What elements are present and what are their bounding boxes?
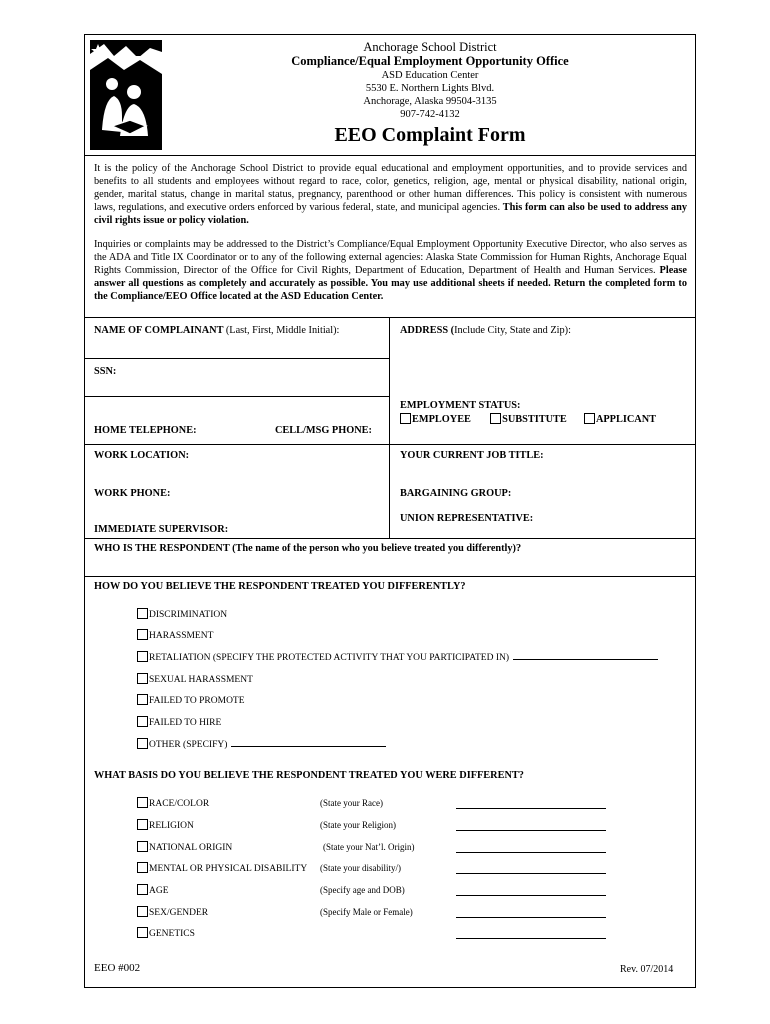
checkbox-icon (137, 716, 148, 727)
checkbox-icon (137, 629, 148, 640)
specify-blank[interactable] (513, 659, 658, 660)
form-title: EEO Complaint Form (334, 124, 526, 146)
basis-option-hint: (Specify Male or Female) (320, 907, 413, 917)
checkbox-icon (137, 608, 148, 619)
divider (84, 444, 696, 445)
basis-option[interactable] (137, 797, 209, 809)
treatment-option[interactable] (137, 673, 253, 685)
treatment-option-label: RETALIATION (SPECIFY THE PROTECTED ACTIVITY THAT YOU PARTICIPATED IN) (149, 653, 510, 663)
policy-text: It is the policy of the Anchorage School District to provide equal educational and employment opportunities, and to provide services and benefits to all students and employees without regard to race, color, genetics, religion, age, mental or physical disability, national origin, gender, marital status, change in marital status, pregnancy, parenthood or other human differences. This policy is consistent with numerous laws, regulations, and executive orders enforced by various federal, state, and municipal agencies. (94, 163, 687, 213)
divider (84, 396, 389, 397)
city-address: Anchorage, Alaska 99504-3135 (363, 96, 497, 107)
treatment-option[interactable] (137, 694, 245, 706)
checkbox-icon (137, 906, 148, 917)
status-applicant-label: APPLICANT (595, 414, 657, 425)
policy-bold-text: This form can also be used to address any civil rights issue or policy violation. (94, 202, 688, 226)
inquiries-bold-text: Please answer all questions as completely and accurately as possible. You may use additional sheets if needed. Return the completed form to the Compliance/EEO Office located at the ASD Education Center. (94, 265, 687, 302)
treatment-option-label: DISCRIMINATION (149, 610, 228, 620)
checkbox-icon (137, 927, 148, 938)
basis-option[interactable] (137, 819, 194, 831)
checkbox-icon (137, 819, 148, 830)
status-applicant-checkbox[interactable] (584, 414, 656, 425)
checkbox-icon (137, 797, 148, 808)
status-employee-label: EMPLOYEE (412, 414, 471, 425)
address-label: ADDRESS ( (400, 325, 455, 336)
basis-answer-blank[interactable] (456, 830, 606, 831)
checkbox-icon (584, 413, 595, 424)
checkbox-icon (137, 694, 148, 705)
treatment-option-label: SEXUAL HARASSMENT (149, 675, 253, 685)
work-location-field[interactable]: WORK LOCATION: (94, 450, 190, 461)
basis-option-label: AGE (149, 886, 169, 896)
basis-option-label: MENTAL OR PHYSICAL DISABILITY (149, 864, 308, 874)
basis-answer-blank[interactable] (456, 938, 606, 939)
policy-paragraph (94, 162, 687, 227)
ssn-field[interactable]: SSN: (94, 366, 117, 377)
name-label: NAME OF COMPLAINANT (94, 325, 224, 336)
basis-option[interactable] (137, 906, 208, 918)
basis-option-hint: (State your disability/) (320, 863, 401, 873)
status-substitute-checkbox[interactable] (490, 414, 567, 425)
basis-option-hint: (Specify age and DOB) (320, 885, 405, 895)
status-employee-checkbox[interactable] (400, 414, 471, 425)
basis-answer-blank[interactable] (456, 808, 606, 809)
divider (84, 155, 696, 156)
basis-option-hint: (State your Race) (320, 798, 383, 808)
form-number: EEO #002 (94, 962, 141, 974)
basis-option-label: RELIGION (149, 821, 194, 831)
treatment-question: HOW DO YOU BELIEVE THE RESPONDENT TREATED YOU DIFFERENTLY? (94, 581, 466, 592)
union-representative-field[interactable]: UNION REPRESENTATIVE: (400, 513, 534, 524)
checkbox-icon (137, 673, 148, 684)
revision-date: Rev. 07/2014 (620, 964, 674, 975)
employment-status-label: EMPLOYMENT STATUS: (400, 400, 521, 411)
street-address: 5530 E. Northern Lights Blvd. (365, 83, 495, 94)
checkbox-icon (137, 651, 148, 662)
basis-option[interactable] (137, 862, 307, 874)
treatment-option-label: OTHER (SPECIFY) (149, 740, 228, 750)
treatment-option[interactable] (137, 629, 213, 641)
specify-blank[interactable] (231, 746, 386, 747)
status-substitute-label: SUBSTITUTE (502, 414, 567, 425)
basis-answer-blank[interactable] (456, 873, 606, 874)
column-divider (389, 317, 390, 444)
basis-option-label: NATIONAL ORIGIN (149, 843, 233, 853)
respondent-field[interactable]: WHO IS THE RESPONDENT (The name of the person who you believe treated you differently)? (94, 543, 522, 554)
checkbox-icon (137, 841, 148, 852)
divider (84, 538, 696, 539)
basis-option-hint: (State your Nat’l. Origin) (323, 842, 415, 852)
employment-status-options (400, 413, 656, 425)
treatment-option[interactable] (137, 608, 227, 620)
home-telephone-field[interactable]: HOME TELEPHONE: (94, 425, 197, 436)
treatment-option[interactable] (137, 651, 658, 663)
treatment-option-label: FAILED TO PROMOTE (149, 696, 245, 706)
district-logo-icon (90, 40, 162, 150)
bargaining-group-field[interactable]: BARGAINING GROUP: (400, 488, 512, 499)
basis-option-label: RACE/COLOR (149, 799, 210, 809)
address-hint: Include City, State and Zip): (454, 325, 571, 336)
district-name: Anchorage School District (363, 40, 497, 54)
basis-option[interactable] (137, 841, 232, 853)
checkbox-icon (400, 413, 411, 424)
divider (84, 576, 696, 577)
checkbox-icon (490, 413, 501, 424)
office-name: Compliance/Equal Employment Opportunity Office (291, 54, 569, 68)
basis-option[interactable] (137, 884, 169, 896)
basis-option-label: GENETICS (149, 929, 195, 939)
checkbox-icon (137, 862, 148, 873)
cell-phone-field[interactable]: CELL/MSG PHONE: (275, 425, 372, 436)
basis-answer-blank[interactable] (456, 895, 606, 896)
basis-option-hint: (State your Religion) (320, 820, 396, 830)
treatment-option-label: HARASSMENT (149, 631, 214, 641)
basis-option[interactable] (137, 927, 195, 939)
divider (84, 358, 389, 359)
immediate-supervisor-field[interactable]: IMMEDIATE SUPERVISOR: (94, 524, 229, 535)
address-field[interactable] (400, 325, 571, 336)
treatment-option[interactable] (137, 738, 386, 750)
checkbox-icon (137, 738, 148, 749)
treatment-option[interactable] (137, 716, 221, 728)
basis-answer-blank[interactable] (456, 852, 606, 853)
inquiries-text: Inquiries or complaints may be addressed to the District’s Compliance/Equal Employment Opportunity Executive Director, who also serves as the ADA and Title IX Coordinator or to any of the following external agencies: Alaska State Commission for Human Rights, Anchorage Equal Rights Commission, Director of the Office for Civil Rights, Department of Education, Department of Health and Human Services. (94, 239, 687, 276)
column-divider (389, 444, 390, 538)
divider (84, 317, 696, 318)
checkbox-icon (137, 884, 148, 895)
basis-option-label: SEX/GENDER (149, 908, 209, 918)
treatment-option-label: FAILED TO HIRE (149, 718, 222, 728)
name-of-complainant-field[interactable] (94, 325, 339, 336)
inquiries-paragraph (94, 238, 687, 303)
form-header (170, 40, 690, 147)
name-hint: (Last, First, Middle Initial): (225, 325, 340, 336)
basis-answer-blank[interactable] (456, 917, 606, 918)
office-phone: 907-742-4132 (400, 109, 460, 120)
job-title-field[interactable]: YOUR CURRENT JOB TITLE: (400, 450, 544, 461)
work-phone-field[interactable]: WORK PHONE: (94, 488, 171, 499)
basis-question: WHAT BASIS DO YOU BELIEVE THE RESPONDENT TREATED YOU WERE DIFFERENT? (94, 770, 524, 781)
center-name: ASD Education Center (381, 70, 479, 81)
